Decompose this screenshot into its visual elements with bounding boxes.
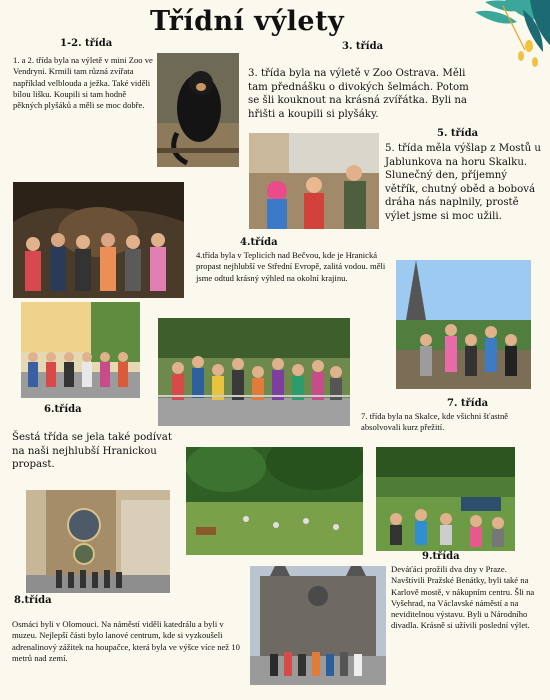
photo-monkey	[157, 53, 239, 167]
section-heading-9: 9.třída	[422, 551, 460, 562]
section-text-8: Osmáci byli v Olomouci. Na náměstí viděli katedrálu a byli v muzeu. Nejlepší části bylo lanové centrum, kde si vyzkoušeli adrenalinový zážitek na houpačce, která byla ve výšce více než 10 metrů nad zemí.	[12, 619, 240, 663]
section-heading-6: 6.třída	[44, 404, 82, 415]
photo-olomouc-clock	[26, 490, 170, 593]
section-heading-8: 8.třída	[14, 595, 52, 606]
photo-skalka-survival	[376, 447, 515, 551]
section-text-4: 4.třída byla v Teplicích nad Bečvou, kde je Hranická propast nejhlubší ve Střední Evropě, zalitá vodou. měli jsme odtud krásný výhled na okolní krajinu.	[196, 250, 386, 283]
photo-propast-group	[158, 318, 350, 426]
photo-school-building	[21, 302, 140, 398]
section-heading-7: 7. třída	[447, 398, 489, 409]
section-heading-5: 5. třída	[437, 128, 479, 139]
section-text-6: Šestá třída se jela také podívat na naši nejhlubší Hranickou propast.	[12, 432, 172, 471]
section-text-5: 5. třída měla výšlap z Mostů u Jablunkova na horu Skalku. Slunečný den, příjemný větřík, chutný oběd a bobová dráha nás naplnily, prostě výlet jsme si moc užili.	[385, 143, 541, 222]
section-text-3: 3. třída byla na výletě v Zoo Ostrava. Měli tam přednášku o divokých šelmách. Potom se šli kouknout na krásná zvířátka. Byli na hřišti a koupili si plyšáky.	[248, 68, 469, 120]
photo-zoo-ostrava	[249, 133, 379, 229]
section-heading-4: 4.třída	[240, 237, 278, 248]
section-text-1-2: 1. a 2. třída byla na výletě v mini Zoo ve Vendryni. Krmili tam různá zvířata například velbloudа a ježka. Také viděli bílou lišku. Koupili si tam hodně pěkných plyšáků a měli se moc dobře.	[13, 55, 153, 111]
photo-cave-group	[13, 182, 184, 298]
palm-leaves-decoration	[445, 0, 550, 70]
section-text-9: Deváťáci prožili dva dny v Praze. Navštívili Pražské Benátky, byli také na Karlově mostě, v nákupním centru. Šli na Vyšehrad, na Václavské náměstí a na neviditelnou výstavu. Byli u Národního divadla. Krásně si užívili poslední výlet.	[391, 564, 535, 631]
photo-skalka-hike	[396, 260, 531, 389]
section-heading-1-2: 1-2. třída	[60, 38, 113, 49]
photo-lawn-course	[186, 447, 363, 555]
section-heading-3: 3. třída	[342, 41, 384, 52]
section-text-7: 7. třída byla na Skalce, kde všichni šťastně absolvovali kurz přežití.	[361, 411, 509, 433]
page-title: Třídní výlety	[150, 6, 345, 37]
photo-prague-cathedral	[250, 566, 386, 685]
